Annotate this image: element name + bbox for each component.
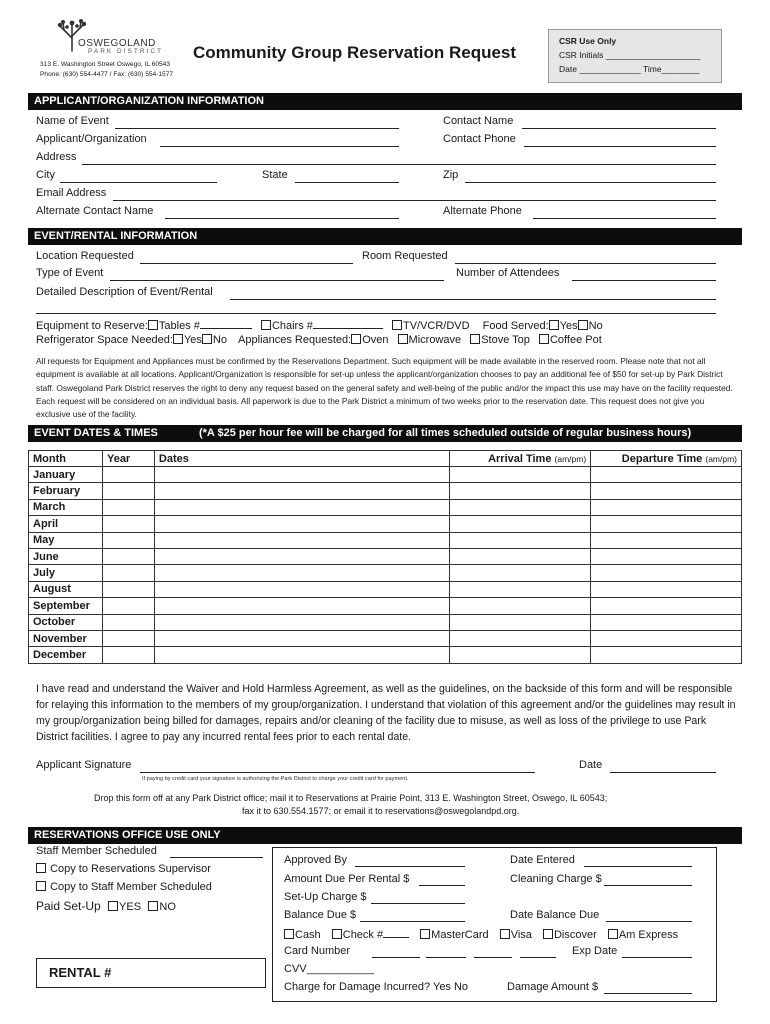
- exp-date-label: Exp Date: [572, 945, 618, 957]
- departure-label: Departure Time: [621, 452, 703, 465]
- tables-label: Tables #: [158, 320, 200, 332]
- tables-field[interactable]: [200, 318, 252, 329]
- paid-setup-yes-label: YES: [119, 901, 142, 913]
- coffee-checkbox[interactable]: [539, 334, 549, 344]
- year-cell[interactable]: [102, 647, 154, 663]
- cleaning-charge-label: Cleaning Charge $: [510, 873, 602, 885]
- month-cell: December: [29, 647, 103, 663]
- fridge-label: Refrigerator Space Needed:: [36, 334, 173, 346]
- alt-contact-name-label: Alternate Contact Name: [36, 205, 154, 217]
- tv-checkbox[interactable]: [392, 320, 402, 330]
- payment-methods-row: [284, 927, 678, 941]
- arrival-unit: (am/pm): [554, 453, 587, 464]
- year-cell[interactable]: [102, 532, 154, 548]
- signature-date-label: Date: [579, 759, 603, 771]
- card-number-field-2[interactable]: [426, 957, 466, 958]
- csr-date-time[interactable]: Date _____________ Time________: [559, 64, 700, 74]
- month-cell: June: [29, 548, 103, 564]
- departure-cell[interactable]: [591, 467, 742, 483]
- header-phone: Phone: (630) 554-4477 / Fax: (630) 554-1577: [40, 71, 174, 78]
- copy-staff-label: Copy to Staff Member Scheduled: [50, 881, 212, 893]
- office-section-header: RESERVATIONS OFFICE USE ONLY: [28, 827, 742, 844]
- food-no-label: No: [588, 320, 603, 332]
- header-address: 313 E. Washington Street Oswego, IL 60543: [40, 61, 171, 68]
- oven-label: Oven: [362, 334, 389, 346]
- table-row: [29, 630, 742, 646]
- month-cell: May: [29, 532, 103, 548]
- name-of-event-field[interactable]: [115, 128, 399, 129]
- food-yes-checkbox[interactable]: [549, 320, 559, 330]
- departure-cell[interactable]: [591, 483, 742, 499]
- damage-amount-field[interactable]: [604, 993, 692, 994]
- date-entered-label: Date Entered: [510, 854, 575, 866]
- dates-fee-note: (*A $25 per hour fee will be charged for all times scheduled outside of regular business hours): [198, 427, 692, 439]
- coffee-label: Coffee Pot: [549, 334, 602, 346]
- food-served-label: Food Served:: [482, 320, 549, 332]
- fridge-no-checkbox[interactable]: [202, 334, 212, 344]
- type-of-event-field[interactable]: [110, 280, 444, 281]
- discover-label: Discover: [553, 929, 597, 941]
- arrival-cell[interactable]: [450, 598, 591, 614]
- room-label: Room Requested: [362, 250, 448, 262]
- dates-section-title: EVENT DATES & TIMES: [34, 427, 158, 439]
- contact-phone-label: Contact Phone: [443, 133, 516, 145]
- equipment-row: [36, 318, 603, 332]
- copy-staff-row: [36, 881, 212, 893]
- date-balance-due-label: Date Balance Due: [510, 909, 600, 921]
- chairs-label: Chairs #: [271, 320, 313, 332]
- month-cell: November: [29, 630, 103, 646]
- dates-cell[interactable]: [154, 483, 449, 499]
- card-note: If paying by credit card your signature is authorizing the Park District to charge your credit card for payment.: [142, 776, 409, 782]
- signature-field[interactable]: [140, 772, 535, 773]
- departure-cell[interactable]: [591, 548, 742, 564]
- month-cell: September: [29, 598, 103, 614]
- departure-cell[interactable]: [591, 614, 742, 630]
- col-dates-header: Dates: [154, 451, 449, 467]
- description-field[interactable]: [230, 299, 716, 300]
- staff-scheduled-field[interactable]: [170, 857, 263, 858]
- chairs-checkbox[interactable]: [261, 320, 271, 330]
- dates-cell[interactable]: [154, 581, 449, 597]
- month-cell: February: [29, 483, 103, 499]
- arrival-cell[interactable]: [450, 630, 591, 646]
- table-row: [29, 614, 742, 630]
- date-entered-field[interactable]: [584, 866, 692, 867]
- dates-cell[interactable]: [154, 598, 449, 614]
- event-section-header: EVENT/RENTAL INFORMATION: [28, 228, 742, 245]
- year-cell[interactable]: [102, 581, 154, 597]
- table-row: [29, 581, 742, 597]
- tv-label: TV/VCR/DVD: [402, 320, 470, 332]
- page-title: Community Group Reservation Request: [193, 43, 517, 62]
- year-cell[interactable]: [102, 614, 154, 630]
- departure-cell[interactable]: [591, 647, 742, 663]
- dates-cell[interactable]: [154, 467, 449, 483]
- event-dates-table: [28, 450, 742, 664]
- arrival-cell[interactable]: [450, 516, 591, 532]
- dates-cell[interactable]: [154, 499, 449, 515]
- applicant-section-header: APPLICANT/ORGANIZATION INFORMATION: [28, 93, 742, 110]
- microwave-label: Microwave: [408, 334, 462, 346]
- col-departure-header: [591, 451, 742, 467]
- arrival-cell[interactable]: [450, 467, 591, 483]
- arrival-cell[interactable]: [450, 499, 591, 515]
- month-cell: April: [29, 516, 103, 532]
- year-cell[interactable]: [102, 499, 154, 515]
- amex-checkbox[interactable]: [608, 929, 618, 939]
- appliances-label: Appliances Requested:: [238, 334, 352, 346]
- arrival-cell[interactable]: [450, 614, 591, 630]
- equipment-notice: All requests for Equipment and Appliances must be confirmed by the Reservations Department. Such equipment will be made available in the reserved room. Please note that not all equipment is available at all locations. Applicant/Organization is responsible for set-up unless the applicant/organization chooses to pay an additional fee of $50 for set-up by Park District staff. Oswegoland Park District reserves the right to deny any request based on the general safety and well-being of the public and/or the impact this use may have on the facility requested. Each request will be considered on an individual basis. All paperwork is due to the Park District a minimum of two weeks prior to the reservation date. This request does not give you exclusive use of the facility.: [36, 356, 733, 420]
- signature-date-field[interactable]: [610, 772, 716, 773]
- table-row: [29, 467, 742, 483]
- contact-phone-field[interactable]: [524, 146, 716, 147]
- cvv-field[interactable]: CVV___________: [284, 963, 374, 975]
- col-month-header: Month: [29, 451, 103, 467]
- location-label: Location Requested: [36, 250, 134, 262]
- alt-phone-field[interactable]: [533, 218, 716, 219]
- visa-checkbox[interactable]: [500, 929, 510, 939]
- contact-name-field[interactable]: [522, 128, 716, 129]
- departure-cell[interactable]: [591, 565, 742, 581]
- arrival-cell[interactable]: [450, 483, 591, 499]
- amex-label: Am Express: [618, 929, 679, 941]
- damage-amount-label: Damage Amount $: [507, 981, 599, 993]
- dates-cell[interactable]: [154, 630, 449, 646]
- room-field[interactable]: [455, 263, 716, 264]
- oven-checkbox[interactable]: [351, 334, 361, 344]
- contact-name-label: Contact Name: [443, 115, 514, 127]
- attendees-field[interactable]: [572, 280, 716, 281]
- copy-supervisor-checkbox[interactable]: [36, 863, 46, 873]
- date-balance-due-field[interactable]: [606, 921, 692, 922]
- description-label: Detailed Description of Event/Rental: [36, 286, 213, 298]
- paid-setup-label: Paid Set-Up: [36, 899, 101, 913]
- year-cell[interactable]: [102, 548, 154, 564]
- arrival-label: Arrival Time: [488, 452, 552, 465]
- email-label: Email Address: [36, 187, 107, 199]
- stove-label: Stove Top: [481, 334, 530, 346]
- setup-charge-label: Set-Up Charge $: [284, 891, 367, 903]
- logo-subtitle: PARK DISTRICT: [88, 48, 163, 55]
- table-row: [29, 565, 742, 581]
- exp-date-field[interactable]: [622, 957, 692, 958]
- approved-by-field[interactable]: [355, 866, 465, 867]
- month-cell: October: [29, 614, 103, 630]
- city-field[interactable]: [60, 182, 217, 183]
- state-field[interactable]: [295, 182, 399, 183]
- tables-checkbox[interactable]: [148, 320, 158, 330]
- departure-cell[interactable]: [591, 499, 742, 515]
- discover-checkbox[interactable]: [543, 929, 553, 939]
- applicant-org-label: Applicant/Organization: [36, 133, 147, 145]
- table-row: [29, 483, 742, 499]
- address-field[interactable]: [82, 164, 716, 165]
- staff-scheduled-label: Staff Member Scheduled: [36, 845, 157, 857]
- dates-cell[interactable]: [154, 548, 449, 564]
- year-cell[interactable]: [102, 598, 154, 614]
- dates-cell[interactable]: [154, 532, 449, 548]
- name-of-event-label: Name of Event: [36, 115, 109, 127]
- csr-title: CSR Use Only: [559, 36, 617, 46]
- address-label: Address: [36, 151, 77, 163]
- balance-due-label: Balance Due $: [284, 909, 357, 921]
- csr-use-box: [548, 29, 722, 83]
- table-row: [29, 647, 742, 663]
- check-label: Check #: [342, 929, 384, 941]
- table-row: [29, 548, 742, 564]
- copy-staff-checkbox[interactable]: [36, 881, 46, 891]
- departure-cell[interactable]: [591, 516, 742, 532]
- type-of-event-label: Type of Event: [36, 267, 104, 279]
- food-yes-label: Yes: [559, 320, 578, 332]
- departure-unit: (am/pm): [705, 453, 737, 464]
- email-field[interactable]: [113, 200, 716, 201]
- table-header-row: [29, 451, 742, 467]
- setup-charge-field[interactable]: [371, 903, 465, 904]
- paid-setup-no-label: NO: [159, 901, 176, 913]
- month-cell: August: [29, 581, 103, 597]
- paid-setup-yes-checkbox[interactable]: [108, 901, 118, 911]
- cleaning-charge-field[interactable]: [604, 885, 692, 886]
- col-arrival-header: [450, 451, 591, 467]
- copy-supervisor-label: Copy to Reservations Supervisor: [50, 863, 211, 875]
- agreement-text: I have read and understand the Waiver and Hold Harmless Agreement, as well as the guidelines, on the backside of this form and will be responsible for relaying this information to the members of my group/organization. I understand that violation of this agreement and/or the guidelines may result in my group/organization being billed for damages, repairs and/or cleaning of the facility due to misuse, as well as loss of the privilege to use Park District facilities. I agree to pay any incurred rental fees prior to each rental date.: [36, 683, 736, 743]
- departure-cell[interactable]: [591, 630, 742, 646]
- card-number-field-4[interactable]: [520, 957, 556, 958]
- arrival-cell[interactable]: [450, 548, 591, 564]
- amount-due-label: Amount Due Per Rental $: [284, 873, 410, 885]
- card-number-label: Card Number: [284, 945, 351, 957]
- applicant-org-field[interactable]: [160, 146, 399, 147]
- mastercard-label: MasterCard: [431, 929, 489, 941]
- check-number-field[interactable]: [383, 927, 409, 938]
- cash-checkbox[interactable]: [284, 929, 294, 939]
- microwave-checkbox[interactable]: [398, 334, 408, 344]
- logo-name: OSWEGOLAND: [78, 38, 156, 49]
- col-year-header: Year: [102, 451, 154, 467]
- alt-phone-label: Alternate Phone: [443, 205, 522, 217]
- fridge-yes-checkbox[interactable]: [173, 334, 183, 344]
- attendees-label: Number of Attendees: [456, 267, 560, 279]
- dates-section-header: [28, 425, 742, 442]
- damage-charge-label: Charge for Damage Incurred? Yes No: [284, 981, 469, 993]
- year-cell[interactable]: [102, 630, 154, 646]
- balance-due-field[interactable]: [360, 921, 465, 922]
- state-label: State: [262, 169, 288, 181]
- rental-number-box[interactable]: RENTAL #: [36, 958, 266, 988]
- location-field[interactable]: [140, 263, 353, 264]
- equipment-label: Equipment to Reserve:: [36, 320, 148, 332]
- year-cell[interactable]: [102, 467, 154, 483]
- stove-checkbox[interactable]: [470, 334, 480, 344]
- card-number-field-3[interactable]: [474, 957, 512, 958]
- amount-due-field[interactable]: [419, 885, 465, 886]
- city-label: City: [36, 169, 55, 181]
- csr-initials[interactable]: CSR Initials ____________________: [559, 50, 701, 60]
- fridge-no-label: No: [212, 334, 227, 346]
- signature-label: Applicant Signature: [36, 759, 132, 771]
- dates-cell[interactable]: [154, 565, 449, 581]
- month-cell: July: [29, 565, 103, 581]
- fridge-row: [36, 334, 602, 346]
- alt-contact-name-field[interactable]: [165, 218, 399, 219]
- dates-cell[interactable]: [154, 647, 449, 663]
- cash-label: Cash: [295, 929, 321, 941]
- zip-field[interactable]: [465, 182, 716, 183]
- arrival-cell[interactable]: [450, 532, 591, 548]
- year-cell[interactable]: [102, 483, 154, 499]
- month-cell: January: [29, 467, 103, 483]
- paid-setup-no-checkbox[interactable]: [148, 901, 158, 911]
- check-checkbox[interactable]: [332, 929, 342, 939]
- dates-cell[interactable]: [154, 516, 449, 532]
- departure-cell[interactable]: [591, 532, 742, 548]
- table-row: [29, 499, 742, 515]
- mastercard-checkbox[interactable]: [420, 929, 430, 939]
- description-field-line-2[interactable]: [36, 313, 716, 314]
- departure-cell[interactable]: [591, 581, 742, 597]
- table-row: [29, 532, 742, 548]
- table-row: [29, 516, 742, 532]
- drop-off-line-1: Drop this form off at any Park District office; mail it to Reservations at Prairie Point, 313 E. Washington Street, Oswego, IL 60543;: [94, 793, 608, 803]
- visa-label: Visa: [510, 929, 532, 941]
- zip-label: Zip: [443, 169, 459, 181]
- departure-cell[interactable]: [591, 598, 742, 614]
- card-number-field-1[interactable]: [372, 957, 420, 958]
- chairs-field[interactable]: [313, 318, 383, 329]
- year-cell[interactable]: [102, 565, 154, 581]
- food-no-checkbox[interactable]: [578, 320, 588, 330]
- approved-by-label: Approved By: [284, 854, 347, 866]
- arrival-cell[interactable]: [450, 565, 591, 581]
- dates-cell[interactable]: [154, 614, 449, 630]
- fridge-yes-label: Yes: [183, 334, 202, 346]
- table-row: [29, 598, 742, 614]
- year-cell[interactable]: [102, 516, 154, 532]
- arrival-cell[interactable]: [450, 581, 591, 597]
- arrival-cell[interactable]: [450, 647, 591, 663]
- office-use-box: [272, 847, 717, 1002]
- drop-off-line-2: fax it to 630.554.1577; or email it to reservations@oswegolandpd.org.: [242, 806, 520, 816]
- paid-setup-row: [36, 899, 176, 913]
- month-cell: March: [29, 499, 103, 515]
- copy-supervisor-row: [36, 863, 211, 875]
